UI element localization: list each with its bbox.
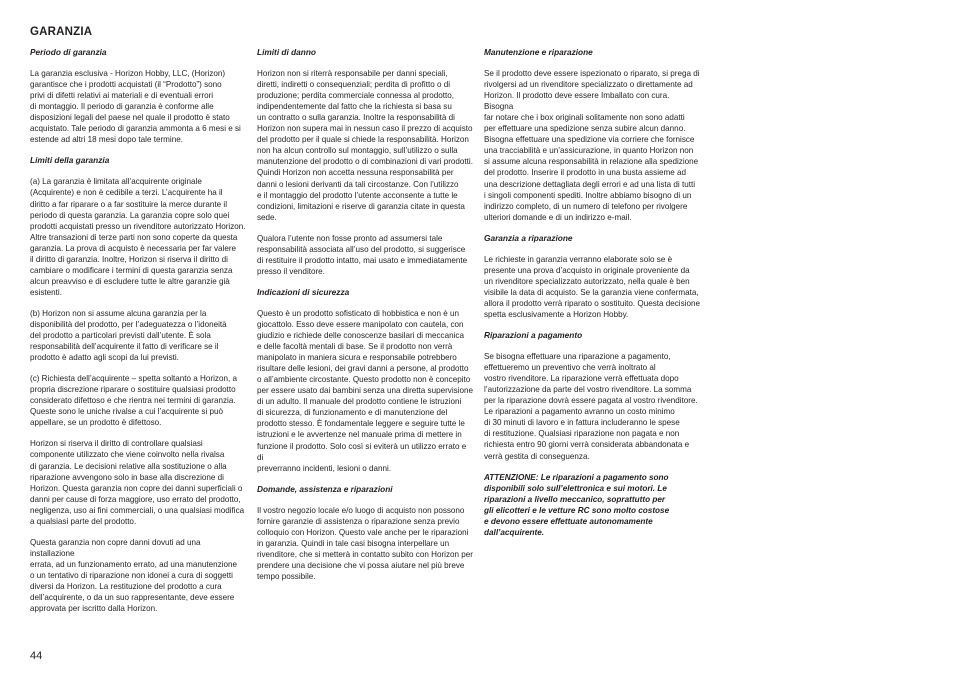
column-middle (257, 47, 473, 592)
heading-riparazioni-a-pagamento: Riparazioni a pagamento (484, 330, 583, 341)
paragraph: Se bisogna effettuare una riparazione a pagamento, effettueremo un preventivo che verrà inoltrato al vostro rivenditore. La riparazione verrà effettuata dopo l’autorizzazione da parte del vostro rivenditore. La somma per la riparazione dovrà essere pagata al vostro rivenditore. Le riparazioni a pagamento avranno un costo minimo di 30 minuti di lavoro e in fattura includeranno le spese di restituzione. Qualsiasi riparazione non pagata e non richiesta entro 90 giorni verrà considerata abbandonata e verrà gestita di conseguenza. (484, 352, 698, 461)
page-title: GARANZIA (30, 26, 93, 38)
heading-limiti-di-danno: Limiti di danno (257, 47, 316, 57)
paragraph: (a) La garanzia è limitata all’acquirente originale (Acquirente) e non è cedibile a terzi. L’acquirente ha il diritto a far riparare o a far sostituire la merce durante il periodo di questa garanzia. La garanzia copre solo quei prodotti acquistati presso un rivenditore autorizzato Horizon. Altre transazioni di terze parti non sono coperte da questa garanzia. La prova di acquisto è necessaria per far valere il diritto di garanzia. Inoltre, Horizon si riserva il diritto di cambiare o modificare i termini di questa garanzia senza alcun preavviso e di escludere tutte le altre garanzie già esistenti. (30, 177, 246, 297)
paragraph: Questa garanzia non copre danni dovuti ad una installazione errata, ad un funzionamento errato, ad una manutenzione o un tentativo di riparazione non idonei a cura di soggetti diversi da Horizon. La restituzione del prodotto a cura dell’acquirente, o da un suo rappresentante, deve essere approvata per iscritto dalla Horizon. (30, 537, 237, 614)
heading-periodo-di-garanzia: Periodo di garanzia (30, 47, 107, 57)
paragraph: (b) Horizon non si assume alcuna garanzia per la disponibilità del prodotto, per l’adeguatezza o l’idoneità del prodotto a particolari previsti dall’utente. È sola responsabilità dell’acquirente il fatto di verificare se il prodotto è adatto agli scopi da lui previsti. (30, 308, 227, 363)
paragraph: Horizon si riserva il diritto di controllare qualsiasi componente utilizzato che viene coinvolto nella rivalsa di garanzia. Le decisioni relative alla sostituzione o alla riparazione avvengono solo in base alla discrezione di Horizon. Questa garanzia non copre dei danni superficiali o danni per cause di forza maggiore, uso errato del prodotto, negligenza, uso ai fini commerciali, o una qualsiasi modifica a qualsiasi parte del prodotto. (30, 439, 245, 526)
heading-limiti-della-garanzia: Limiti della garanzia (30, 155, 110, 166)
paragraph: Se il prodotto deve essere ispezionato o riparato, si prega di rivolgersi ad un rivenditore specializzato o direttamente ad Horizon. Il prodotto deve essere Imballato con cura. Bisogna far notare che i box originali solitamente non sono adatti per effettuare una spedizione senza subire alcun danno. Bisogna effettuare una spedizione via corriere che fornisce una tracciabilità e un’assicurazione, in quanto Horizon non si assume alcuna responsabilità in relazione alla spedizione del prodotto. Inserire il prodotto in una busta assieme ad una descrizione dettagliata degli errori e ad una lista di tutti i singoli componenti spediti. Inoltre abbiamo bisogno di un indirizzo completo, di un numero di telefono per rivolgere ulteriori domande e di un indirizzo e-mail. (484, 69, 700, 222)
page-number: 44 (30, 650, 43, 662)
paragraph: La garanzia esclusiva - Horizon Hobby, LLC, (Horizon) garantisce che i prodotti acquistati (il “Prodotto”) sono privi di difetti relativi ai materiali e di eventuali errori di montaggio. Il periodo di garanzia è conforme alle disposizioni legali del paese nel quale il prodotto è stato acquistato. Tale periodo di garanzia ammonta a 6 mesi e si estende ad altri 18 mesi dopo tale termine. (30, 69, 241, 145)
heading-domande-assistenza-riparazioni: Domande, assistenza e riparazioni (257, 483, 393, 494)
paragraph: (c) Richiesta dell’acquirente – spetta soltanto a Horizon, a propria discrezione riparare o sostituire qualsiasi prodotto considerato difettoso e che rientra nei termini di garanzia. Queste sono le uniche rivalse a cui l’acquirente si può appellare, se un prodotto è difettoso. (30, 374, 237, 428)
paragraph: Qualora l’utente non fosse pronto ad assumersi tale responsabilità associata all’uso del prodotto, si suggerisce di restituire il prodotto intatto, mai usato e immediatamente presso il venditore. (257, 233, 468, 276)
heading-garanzia-a-riparazione: Garanzia a riparazione (484, 232, 573, 243)
heading-manutenzione-e-riparazione: Manutenzione e riparazione (484, 47, 593, 57)
heading-indicazioni-di-sicurezza: Indicazioni di sicurezza (257, 286, 350, 297)
paragraph: Questo è un prodotto sofisticato di hobbistica e non è un giocattolo. Esso deve essere manipolato con cautela, con giudizio e richiede delle conoscenze basilari di meccanica e delle facoltà mentali di base. Se il prodotto non verrà manipolato in maniera sicura e responsabile potrebbero risultare delle lesioni, dei gravi danni a persone, al prodotto o all’ambiente circostante. Questo prodotto non è concepito per essere usato dai bambini senza una diretta supervisione di un adulto. Il manuale del prodotto contiene le istruzioni di sicurezza, di funzionamento e di manutenzione del prodotto stesso. È fondamentale leggere e seguire tutte le istruzioni e le avvertenze nel manuale prima di mettere in funzione il prodotto. Solo così si eviterà un utilizzo errato e di preverranno incidenti, lesioni o danni. (257, 308, 473, 473)
warning-note: ATTENZIONE: Le riparazioni a pagamento sono disponibili solo sull’elettronica e sui motori. Le riparazioni a livello meccanico, soprattutto per gli elicotteri e le vetture RC sono molto costose e devono essere effettuate autonomamente dall’acquirente. (484, 472, 670, 537)
paragraph: Il vostro negozio locale e/o luogo di acquisto non possono fornire garanzie di assistenza o riparazione senza previo colloquio con Horizon. Questo vale anche per le riparazioni in garanzia. Quindi in tale casi bisogna interpellare un rivenditore, che si metterà in contatto subito con Horizon per prendere una decisione che vi possa aiutare nel più breve tempo possibile. (257, 505, 473, 581)
paragraph: Le richieste in garanzia verranno elaborate solo se è presente una prova d’acquisto in originale proveniente da un rivenditore specializzato autorizzato, nella quale è ben visibile la data di acquisto. Se la garanzia viene confermata, allora il prodotto verrà riparato o sostituito. Questa decisione spetta esclusivamente a Horizon Hobby. (484, 254, 700, 319)
column-left (30, 47, 246, 624)
column-right (484, 47, 700, 538)
paragraph: Horizon non si riterrà responsabile per danni speciali, diretti, indiretti o consequenziali; perdita di profitto o di produzione; perdita commerciale connessa al prodotto, indipendentemente dal fatto che la richiesta si basa su un contratto o sulla garanzia. Inoltre la responsabilità di Horizon non supera mai in nessun caso il prezzo di acquisto del prodotto per il quale si chiede la responsabilità. Horizon non ha alcun controllo sul montaggio, sull’utilizzo o sulla manutenzione del prodotto o di combinazioni di vari prodotti. Quindi Horizon non accetta nessuna responsabilità per danni o lesioni derivanti da tali circostanze. Con l’utilizzo e il montaggio del prodotto l’utente acconsente a tutte le condizioni, limitazioni e riserve di garanzia citate in questa sede. (257, 69, 473, 222)
